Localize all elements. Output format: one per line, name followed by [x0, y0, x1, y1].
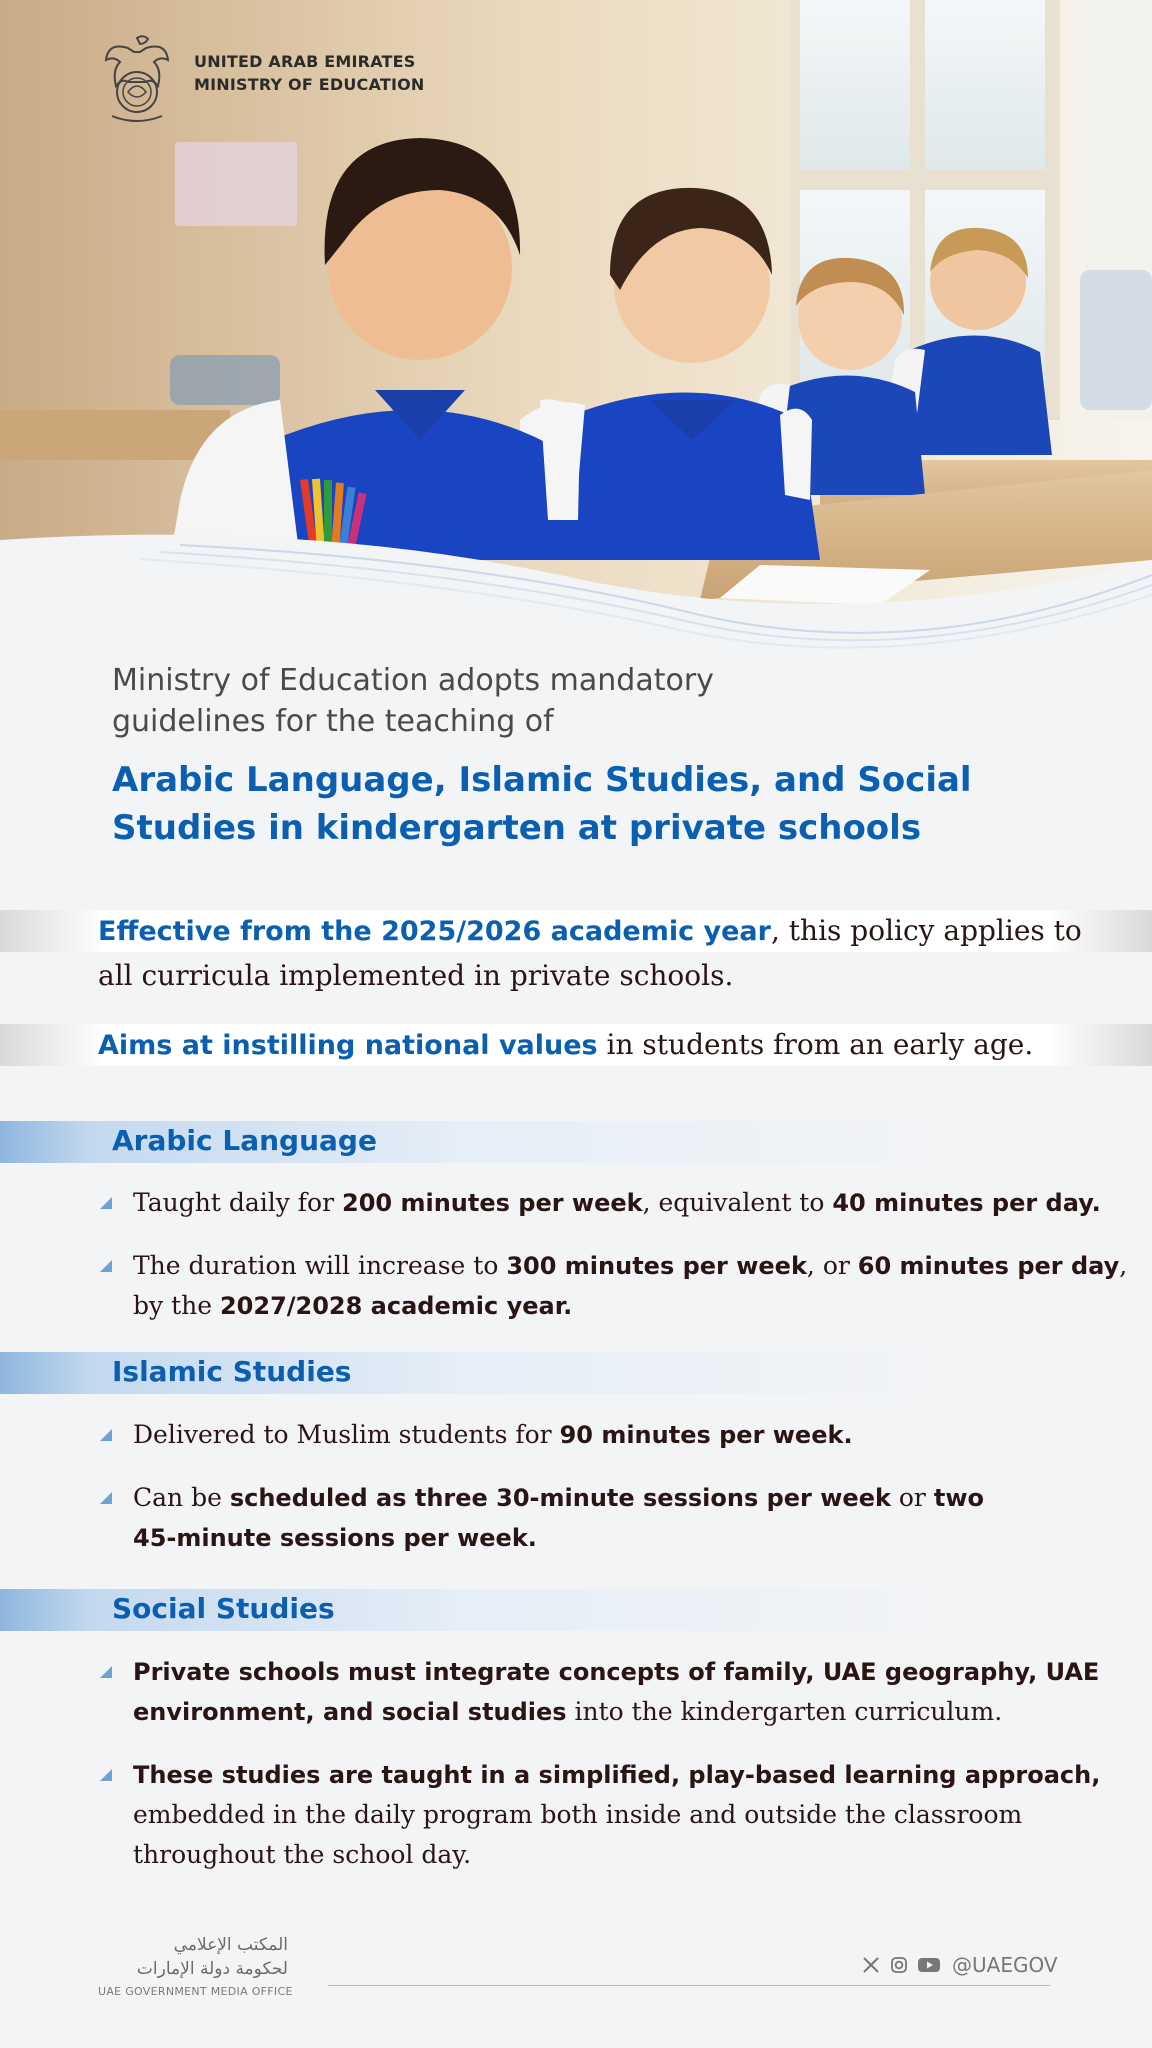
text: by the — [133, 1291, 220, 1320]
ministry-line-2: MINISTRY OF EDUCATION — [194, 75, 425, 94]
text: , equivalent to — [642, 1188, 833, 1217]
uae-emblem-icon — [98, 30, 176, 128]
effective-rest: , this policy applies to — [770, 914, 1082, 947]
section-heading-islamic — [0, 1352, 1152, 1394]
text: or — [890, 1483, 934, 1512]
emphasis: 200 minutes per week — [342, 1189, 643, 1217]
aims-highlight: Aims at instilling national values — [98, 1030, 598, 1061]
media-office-arabic-line-1: المكتب الإعلامي — [173, 1935, 288, 1955]
headline-intro — [112, 660, 1092, 742]
section-heading-arabic — [0, 1121, 1152, 1163]
headline-main-line-1: Arabic Language, Islamic Studies, and Social — [112, 760, 972, 800]
ministry-line-1: UNITED ARAB EMIRATES — [194, 52, 416, 71]
section-title-social: Social Studies — [112, 1592, 335, 1625]
text: Delivered to Muslim students for — [133, 1420, 560, 1449]
text: , or — [806, 1251, 858, 1280]
headline-main — [112, 756, 1092, 852]
headline-intro-line-2: guidelines for the teaching of — [112, 704, 554, 739]
text: , — [1119, 1251, 1128, 1280]
emphasis: 40 minutes per day. — [832, 1189, 1101, 1217]
emphasis: These studies are taught in a simplified, play-based learning approach, — [133, 1761, 1101, 1789]
aims-rest: in students from an early age. — [597, 1028, 1034, 1061]
effective-highlight: Effective from the 2025/2026 academic year — [98, 916, 771, 947]
text: embedded in the daily program both inside and outside the classroom — [133, 1800, 1023, 1829]
bullet-triangle-icon — [100, 1492, 112, 1504]
list-item — [100, 1652, 1130, 1732]
text: throughout the school day. — [133, 1840, 472, 1869]
youtube-icon[interactable] — [918, 1956, 940, 1974]
section-title-islamic: Islamic Studies — [112, 1355, 352, 1388]
emphasis: 60 minutes per day — [857, 1252, 1120, 1280]
social-links — [862, 1952, 1058, 1978]
text: into the kindergarten curriculum. — [566, 1697, 1003, 1726]
bullet-triangle-icon — [100, 1429, 112, 1441]
bullet-triangle-icon — [100, 1666, 112, 1678]
emphasis: 45-minute sessions per week. — [133, 1524, 537, 1552]
effective-line-2: all curricula implemented in private schools. — [98, 959, 734, 992]
social-handle[interactable]: @UAEGOV — [952, 1953, 1058, 1977]
section-heading-social — [0, 1589, 1152, 1631]
instagram-icon[interactable] — [890, 1956, 908, 1974]
emphasis: 2027/2028 academic year. — [219, 1292, 573, 1320]
emphasis: Private schools must integrate concepts of family, UAE geography, UAE — [133, 1658, 1100, 1686]
emphasis: environment, and social studies — [133, 1698, 567, 1726]
aims-statement — [98, 1023, 1128, 1068]
x-icon[interactable] — [862, 1956, 880, 1974]
emphasis: 300 minutes per week — [506, 1252, 807, 1280]
bullet-triangle-icon — [100, 1769, 112, 1781]
section-title-arabic: Arabic Language — [112, 1124, 377, 1157]
text: Can be — [133, 1483, 230, 1512]
ministry-name — [194, 50, 425, 96]
effective-statement — [98, 909, 1128, 998]
list-item — [100, 1755, 1130, 1875]
headline-intro-line-1: Ministry of Education adopts mandatory — [112, 663, 714, 698]
bullet-triangle-icon — [100, 1197, 112, 1209]
list-item — [100, 1478, 1130, 1558]
media-office-arabic-line-2: لحكومة دولة الإمارات — [136, 1959, 288, 1979]
media-office-logo — [98, 1933, 298, 1998]
list-item — [100, 1415, 1130, 1455]
bullet-triangle-icon — [100, 1260, 112, 1272]
hero-photo — [0, 0, 1152, 660]
emphasis: scheduled as three 30-minute sessions per week — [229, 1484, 891, 1512]
headline-main-line-2: Studies in kindergarten at private schools — [112, 808, 922, 848]
media-office-english: UAE GOVERNMENT MEDIA OFFICE — [98, 1985, 293, 1998]
list-item — [100, 1183, 1130, 1223]
list-item — [100, 1246, 1130, 1326]
text: The duration will increase to — [133, 1251, 507, 1280]
media-office-arabic — [98, 1933, 288, 1981]
emphasis: two — [933, 1484, 984, 1512]
headline — [112, 660, 1092, 852]
emphasis: 90 minutes per week. — [559, 1421, 853, 1449]
footer-divider — [328, 1985, 1050, 1986]
text: Taught daily for — [133, 1188, 343, 1217]
